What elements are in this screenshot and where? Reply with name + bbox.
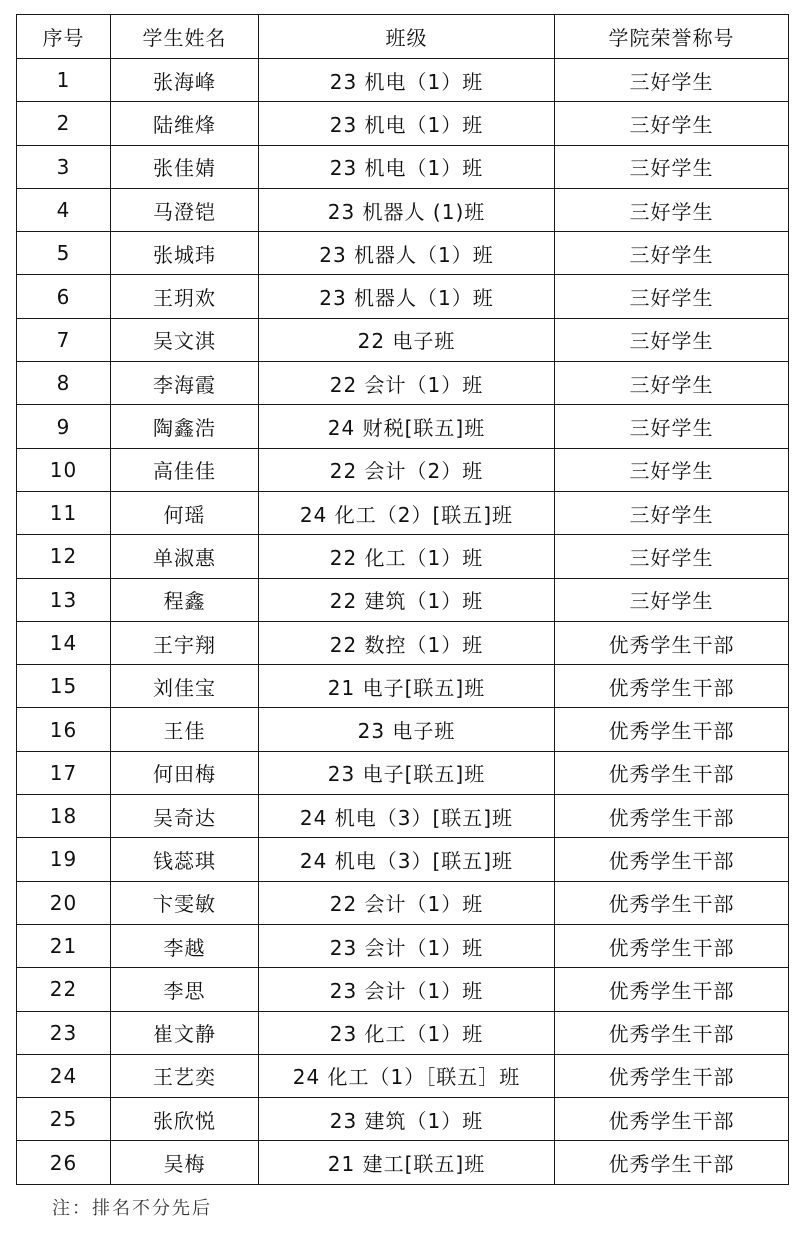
cell-class: 21 电子[联五]班 [259,665,555,708]
cell-student-name: 吴梅 [111,1141,259,1184]
cell-class: 23 会计（1）班 [259,968,555,1011]
footnote: 注：排名不分先后 [52,1198,212,1219]
cell-student-name: 单淑惠 [111,535,259,578]
cell-class: 23 机电（1）班 [259,102,555,145]
table-row [17,145,789,188]
cell-class: 23 机电（1）班 [259,145,555,188]
cell-student-name: 崔文静 [111,1011,259,1054]
cell-honor-title: 三好学生 [555,232,789,275]
cell-honor-title: 三好学生 [555,145,789,188]
cell-serial-number: 9 [17,405,111,448]
cell-student-name: 陶鑫浩 [111,405,259,448]
table-row [17,232,789,275]
table-row [17,881,789,924]
cell-student-name: 高佳佳 [111,448,259,491]
table-body [17,59,789,1185]
table-row [17,1098,789,1141]
table-row [17,535,789,578]
cell-serial-number: 11 [17,491,111,534]
header-class: 班级 [259,15,555,59]
cell-class: 23 会计（1）班 [259,924,555,967]
table-row [17,59,789,102]
cell-student-name: 刘佳宝 [111,665,259,708]
cell-serial-number: 3 [17,145,111,188]
cell-serial-number: 24 [17,1054,111,1097]
cell-honor-title: 三好学生 [555,448,789,491]
cell-serial-number: 2 [17,102,111,145]
cell-honor-title: 三好学生 [555,362,789,405]
cell-serial-number: 25 [17,1098,111,1141]
cell-honor-title: 优秀学生干部 [555,1098,789,1141]
cell-honor-title: 三好学生 [555,405,789,448]
cell-class: 22 化工（1）班 [259,535,555,578]
cell-serial-number: 8 [17,362,111,405]
cell-honor-title: 优秀学生干部 [555,665,789,708]
cell-honor-title: 三好学生 [555,188,789,231]
table-row [17,924,789,967]
honor-table [16,14,789,1185]
cell-class: 24 机电（3）[联五]班 [259,838,555,881]
cell-serial-number: 12 [17,535,111,578]
table-row [17,448,789,491]
table-row [17,795,789,838]
table-row [17,968,789,1011]
cell-serial-number: 15 [17,665,111,708]
table-row [17,362,789,405]
cell-student-name: 张欣悦 [111,1098,259,1141]
cell-serial-number: 1 [17,59,111,102]
cell-honor-title: 优秀学生干部 [555,924,789,967]
header-serial-number: 序号 [17,15,111,59]
table-row [17,665,789,708]
table-row [17,1011,789,1054]
cell-honor-title: 优秀学生干部 [555,1054,789,1097]
table-row [17,751,789,794]
header-honor-title: 学院荣誉称号 [555,15,789,59]
cell-class: 21 建工[联五]班 [259,1141,555,1184]
cell-class: 22 会计（1）班 [259,362,555,405]
cell-serial-number: 14 [17,621,111,664]
cell-student-name: 李海霞 [111,362,259,405]
cell-class: 24 财税[联五]班 [259,405,555,448]
cell-honor-title: 三好学生 [555,491,789,534]
cell-serial-number: 26 [17,1141,111,1184]
honor-list-sheet [16,14,788,1185]
cell-honor-title: 三好学生 [555,535,789,578]
cell-student-name: 何瑶 [111,491,259,534]
cell-class: 23 机器人（1）班 [259,232,555,275]
cell-class: 24 化工（1）［联五］班 [259,1054,555,1097]
cell-serial-number: 4 [17,188,111,231]
cell-serial-number: 20 [17,881,111,924]
cell-honor-title: 三好学生 [555,59,789,102]
table-row [17,275,789,318]
cell-class: 22 数控（1）班 [259,621,555,664]
cell-serial-number: 5 [17,232,111,275]
cell-class: 23 电子班 [259,708,555,751]
cell-student-name: 吴奇达 [111,795,259,838]
cell-class: 23 机器人 (1)班 [259,188,555,231]
header-row [17,15,789,59]
cell-student-name: 张佳婧 [111,145,259,188]
cell-serial-number: 13 [17,578,111,621]
table-header [17,15,789,59]
cell-student-name: 程鑫 [111,578,259,621]
cell-serial-number: 23 [17,1011,111,1054]
cell-student-name: 张海峰 [111,59,259,102]
cell-serial-number: 21 [17,924,111,967]
cell-honor-title: 优秀学生干部 [555,621,789,664]
cell-honor-title: 优秀学生干部 [555,968,789,1011]
cell-serial-number: 22 [17,968,111,1011]
cell-student-name: 吴文淇 [111,318,259,361]
cell-honor-title: 三好学生 [555,275,789,318]
cell-student-name: 马澄铠 [111,188,259,231]
table-row [17,1141,789,1184]
cell-student-name: 王佳 [111,708,259,751]
cell-serial-number: 10 [17,448,111,491]
cell-serial-number: 18 [17,795,111,838]
cell-class: 22 电子班 [259,318,555,361]
cell-class: 23 机器人（1）班 [259,275,555,318]
cell-serial-number: 6 [17,275,111,318]
table-row [17,405,789,448]
table-row [17,578,789,621]
table-row [17,621,789,664]
table-row [17,102,789,145]
table-row [17,318,789,361]
cell-student-name: 王宇翔 [111,621,259,664]
header-student-name: 学生姓名 [111,15,259,59]
cell-honor-title: 优秀学生干部 [555,795,789,838]
cell-class: 22 建筑（1）班 [259,578,555,621]
cell-honor-title: 优秀学生干部 [555,751,789,794]
cell-serial-number: 16 [17,708,111,751]
cell-class: 24 机电（3）[联五]班 [259,795,555,838]
cell-student-name: 陆维烽 [111,102,259,145]
cell-student-name: 李越 [111,924,259,967]
cell-student-name: 王玥欢 [111,275,259,318]
cell-serial-number: 17 [17,751,111,794]
cell-class: 23 电子[联五]班 [259,751,555,794]
cell-student-name: 王艺奕 [111,1054,259,1097]
cell-serial-number: 19 [17,838,111,881]
cell-student-name: 李思 [111,968,259,1011]
cell-student-name: 钱蕊琪 [111,838,259,881]
cell-honor-title: 优秀学生干部 [555,1011,789,1054]
table-row [17,491,789,534]
table-row [17,838,789,881]
cell-honor-title: 优秀学生干部 [555,838,789,881]
cell-class: 22 会计（1）班 [259,881,555,924]
cell-class: 23 化工（1）班 [259,1011,555,1054]
cell-class: 24 化工（2）[联五]班 [259,491,555,534]
cell-student-name: 张城玮 [111,232,259,275]
cell-class: 23 机电（1）班 [259,59,555,102]
cell-honor-title: 三好学生 [555,102,789,145]
table-row [17,188,789,231]
cell-honor-title: 三好学生 [555,318,789,361]
table-row [17,1054,789,1097]
table-row [17,708,789,751]
cell-honor-title: 三好学生 [555,578,789,621]
cell-honor-title: 优秀学生干部 [555,881,789,924]
cell-honor-title: 优秀学生干部 [555,1141,789,1184]
cell-class: 22 会计（2）班 [259,448,555,491]
cell-student-name: 卞雯敏 [111,881,259,924]
cell-honor-title: 优秀学生干部 [555,708,789,751]
cell-serial-number: 7 [17,318,111,361]
cell-student-name: 何田梅 [111,751,259,794]
cell-class: 23 建筑（1）班 [259,1098,555,1141]
